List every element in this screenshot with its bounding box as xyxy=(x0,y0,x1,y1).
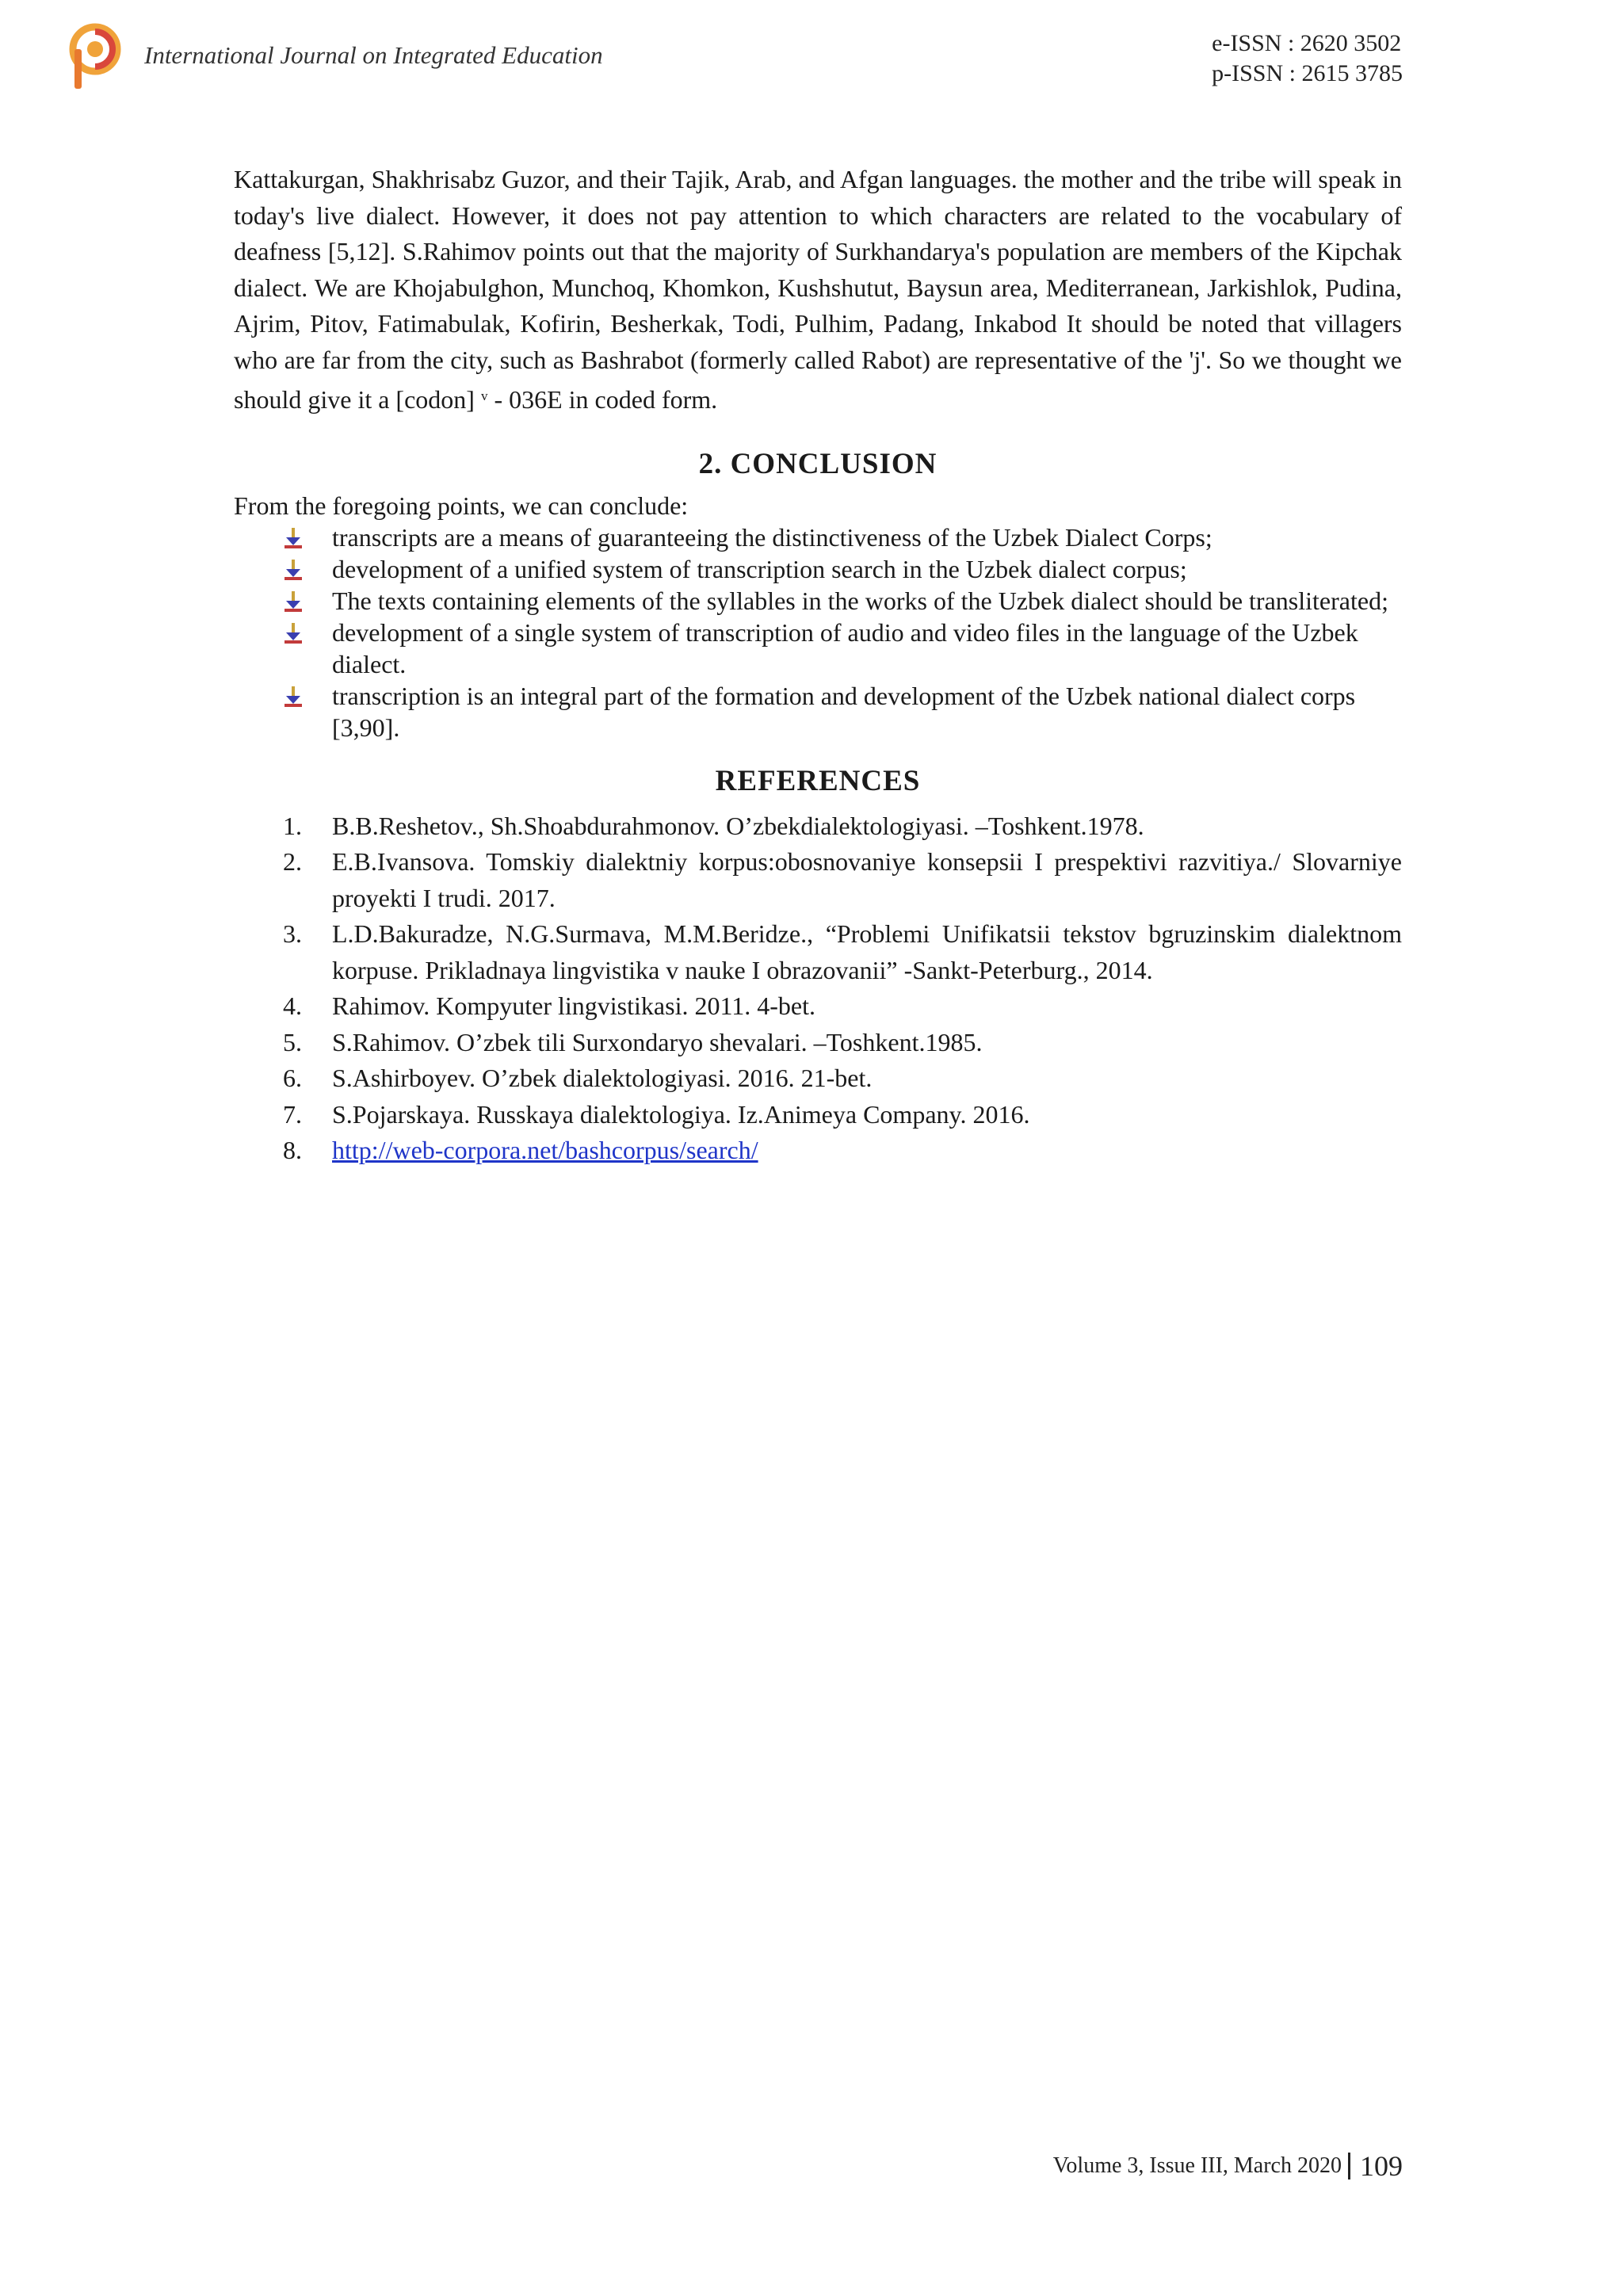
reference-item xyxy=(234,1133,1402,1169)
reference-item xyxy=(234,988,1402,1025)
article-content xyxy=(234,162,1402,1169)
arrow-down-bullet-icon xyxy=(285,528,302,548)
p-issn: p-ISSN : 2615 3785 xyxy=(1212,60,1403,86)
e-issn: e-ISSN : 2620 3502 xyxy=(1212,30,1402,56)
conclusion-list xyxy=(234,521,1402,743)
reference-text: Rahimov. Kompyuter lingvistikasi. 2011. 4-bet. xyxy=(332,991,816,1020)
reference-item xyxy=(234,1060,1402,1097)
superscript-v: v xyxy=(480,388,488,403)
footer-divider xyxy=(1348,2153,1350,2179)
conclusion-intro: From the foregoing points, we can conclude: xyxy=(234,491,689,520)
reference-number: 4. xyxy=(283,991,302,1020)
journal-logo-icon xyxy=(67,22,124,90)
arrow-down-bullet-icon xyxy=(285,560,302,580)
arrow-down-bullet-icon xyxy=(285,591,302,612)
list-item xyxy=(234,680,1402,743)
arrow-down-bullet-icon xyxy=(285,686,302,707)
reference-text: S.Rahimov. O’zbek tili Surxondaryo shevalari. –Toshkent.1985. xyxy=(332,1027,983,1056)
reference-item xyxy=(234,808,1402,845)
body-paragraph-tail: - 036E in coded form. xyxy=(487,385,718,414)
list-item xyxy=(234,617,1402,680)
conclusion-bullet-text: transcripts are a means of guaranteeing the distinctiveness of the Uzbek Dialect Corps; xyxy=(332,522,1212,552)
reference-number: 3. xyxy=(283,919,302,948)
journal-name: International Journal on Integrated Education xyxy=(144,41,603,69)
page-number: 109 xyxy=(1360,2150,1403,2182)
conclusion-bullet-text: transcription is an integral part of the formation and development of the Uzbek national dialect corps [3,90]. xyxy=(332,681,1356,742)
arrow-down-bullet-icon xyxy=(285,623,302,644)
references-list xyxy=(234,808,1402,1169)
reference-item xyxy=(234,1025,1402,1061)
reference-item xyxy=(234,844,1402,916)
conclusion-bullet-text: development of a single system of transcription of audio and video files in the language of the Uzbek dialect. xyxy=(332,617,1358,678)
reference-link[interactable]: http://web-corpora.net/bashcorpus/search/ xyxy=(332,1136,758,1164)
reference-number: 7. xyxy=(283,1099,302,1129)
conclusion-bullet-text: development of a unified system of transcription search in the Uzbek dialect corpus; xyxy=(332,554,1187,583)
reference-item xyxy=(234,916,1402,988)
reference-text: S.Pojarskaya. Russkaya dialektologiya. Iz.Animeya Company. 2016. xyxy=(332,1099,1030,1129)
reference-text: L.D.Bakuradze, N.G.Surmava, M.M.Beridze., “Problemi Unifikatsii tekstov bgruzinskim dialektnom korpuse. Prikladnaya lingvistika v nauke I obrazovanii” -Sankt-Peterburg., 2014. xyxy=(332,919,1402,984)
reference-number: 8. xyxy=(283,1136,302,1164)
body-paragraph-text: Kattakurgan, Shakhrisabz Guzor, and their Tajik, Arab, and Afgan languages. the mother and the tribe will speak in today's live dialect. However, it does not pay attention to which characters are related to the vocabulary of deafness [5,12]. S.Rahimov points out that the majority of Surkhandarya's population are members of the Kipchak dialect. We are Khojabulghon, Munchoq, Khomkon, Kushshutut, Baysun area, Mediterranean, Jarkishlok, Pudina, Ajrim, Pitov, Fatimabulak, Kofirin, Besherkak, Todi, Pulhim, Padang, Inkabod It should be noted that villagers who are far from the city, such as Bashrabot (formerly called Rabot) are representative of the 'j'. So we thought we should give it a [codon] xyxy=(234,165,1402,414)
reference-text: S.Ashirboyev. O’zbek dialektologiyasi. 2016. 21-bet. xyxy=(332,1064,873,1092)
volume-info: Volume 3, Issue III, March 2020 xyxy=(1052,2153,1342,2178)
reference-number: 2. xyxy=(283,847,302,876)
reference-number: 6. xyxy=(283,1064,302,1092)
list-item xyxy=(234,553,1402,585)
reference-item xyxy=(234,1097,1402,1133)
references-heading: REFERENCES xyxy=(715,764,921,797)
reference-number: 1. xyxy=(283,811,302,840)
list-item xyxy=(234,521,1402,553)
list-item xyxy=(234,585,1402,617)
reference-number: 5. xyxy=(283,1027,302,1056)
page-header xyxy=(0,0,1623,119)
page-footer xyxy=(1053,2149,1403,2183)
reference-text: B.B.Reshetov., Sh.Shoabdurahmonov. O’zbekdialektologiyasi. –Toshkent.1978. xyxy=(332,811,1144,840)
reference-text: E.B.Ivansova. Tomskiy dialektniy korpus:obosnovaniye konsepsii I prespektivi razvitiya./ Slovarniye proyekti I trudi. 2017. xyxy=(332,847,1402,912)
conclusion-bullet-text: The texts containing elements of the syllables in the works of the Uzbek dialect should be transliterated; xyxy=(332,586,1388,615)
issn-block xyxy=(1212,29,1403,89)
conclusion-heading: 2. CONCLUSION xyxy=(698,447,938,480)
body-paragraph xyxy=(234,162,1402,418)
